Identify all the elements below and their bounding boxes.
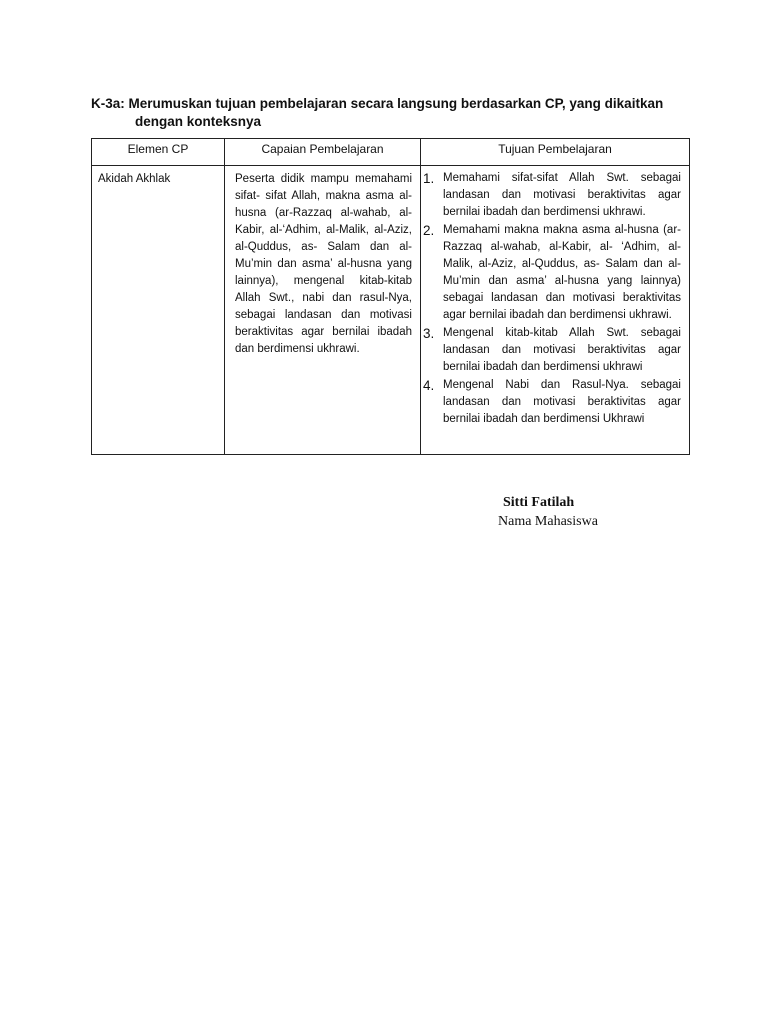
cell-tujuan — [421, 166, 690, 455]
list-item — [423, 222, 681, 324]
header-capaian-pembelajaran: Capaian Pembelajaran — [225, 139, 421, 166]
list-item — [423, 377, 681, 428]
list-item-text: Mengenal kitab-kitab Allah Swt. sebagai landasan dan motivasi beraktivitas agar bernilai ibadah dan berdimensi ukhrawi — [443, 327, 681, 373]
heading-line-2: dengan konteksnya — [135, 114, 262, 129]
student-name: Sitti Fatilah — [503, 495, 575, 510]
list-item-number: 1. — [423, 171, 435, 186]
learning-objectives-table — [91, 138, 690, 455]
list-item-number: 2. — [423, 223, 435, 238]
list-item — [423, 170, 681, 221]
cell-elemen: Akidah Akhlak — [92, 166, 225, 455]
header-elemen-cp: Elemen CP — [92, 139, 225, 166]
tujuan-list — [423, 170, 681, 428]
cell-capaian: Peserta didik mampu memahami sifat- sifat Allah, makna asma al-husna (ar-Razzaq al-wahab, al-Kabir, al-‘Adhim, al-Malik, al-Aziz, al-Quddus, as- Salam dan al-Mu’min dan asma’ al-husna yang lainnya), mengenal kitab-kitab Allah Swt., nabi dan rasul-Nya, sebagai landasan dan motivasi beraktivitas agar bernilai ibadah dan berdimensi ukhrawi. — [225, 166, 421, 455]
list-item-text: Mengenal Nabi dan Rasul-Nya. sebagai landasan dan motivasi beraktivitas agar bernilai ibadah dan berdimensi Ukhrawi — [443, 379, 681, 425]
list-item-text: Memahami makna makna asma al-husna (ar- Razzaq al-wahab, al-Kabir, al- ‘Adhim, al-Malik, al-Aziz, al-Quddus, as- Salam dan al-Mu’min dan asma’ al-husna yang lainnya) sebagai landasan dan motivasi beraktivitas agar bernilai ibadah dan berdimensi ukhrawi. — [443, 224, 681, 321]
document-heading — [91, 95, 711, 131]
list-item-number: 3. — [423, 326, 435, 341]
list-item-text: Memahami sifat-sifat Allah Swt. sebagai landasan dan motivasi beraktivitas agar bernilai ibadah dan berdimensi ukhrawi. — [443, 172, 681, 218]
student-role-label: Nama Mahasiswa — [498, 514, 598, 529]
table-row — [92, 166, 690, 455]
table-header-row — [92, 139, 690, 166]
list-item — [423, 325, 681, 376]
list-item-number: 4. — [423, 378, 435, 393]
header-tujuan-pembelajaran: Tujuan Pembelajaran — [421, 139, 690, 166]
signature-block — [498, 493, 598, 531]
heading-line-1: K-3a: Merumuskan tujuan pembelajaran secara langsung berdasarkan CP, yang dikaitkan — [91, 96, 664, 111]
